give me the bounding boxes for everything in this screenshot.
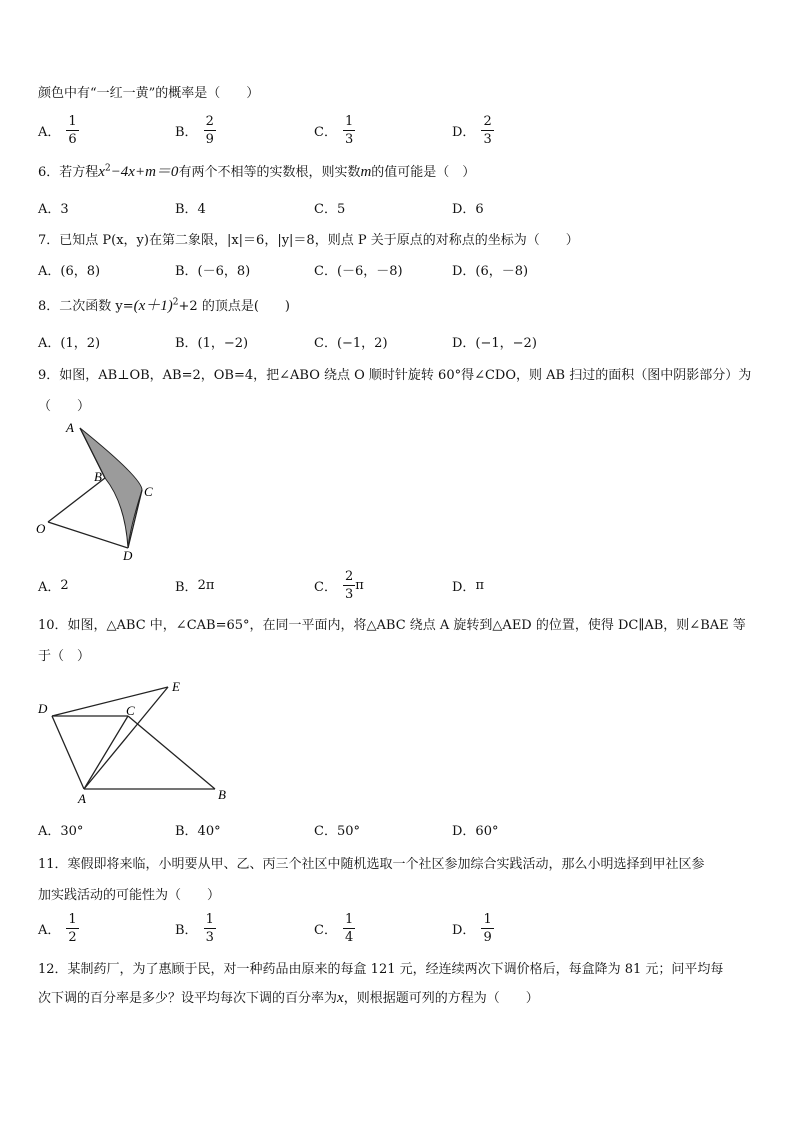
q10-options: [38, 809, 718, 849]
segment-da: [52, 716, 84, 789]
q9-options: [38, 565, 718, 605]
fraction: $\frac{2}{9}$: [205, 113, 214, 147]
q8-stem: 8．二次函数 $y=(x+1)^2+2$ 的顶点是( ): [38, 297, 290, 314]
segment-ob: [48, 478, 105, 522]
q6-option-d[interactable]: D．6: [452, 201, 484, 217]
label-a: A: [66, 420, 74, 435]
label-c: C: [144, 484, 153, 499]
fraction: $\frac{1}{2}$: [68, 911, 77, 945]
q9-stem-line2: （ ）: [38, 399, 91, 414]
q7-option-d[interactable]: D．(6，－8): [452, 263, 529, 279]
segment-od: [48, 522, 128, 548]
q10-stem-line1: 10．如图，△ABC 中，∠CAB=65°，在同一平面内，将△ABC 绕点 A 旋转到△AED 的位置，使得 DC∥AB，则∠BAE 等: [38, 618, 746, 633]
label-c: C: [126, 703, 135, 718]
q11-option-a[interactable]: A． $\frac{1}{2}$: [38, 911, 77, 945]
q6-option-a[interactable]: A．3: [38, 201, 69, 217]
q7-stem: 7．已知点 P(x，y)在第二象限，|x|＝6，|y|＝8，则点 P 关于原点的对称点的坐标为（ ）: [38, 233, 579, 248]
q9-stem-line1: 9．如图，AB⊥OB，AB=2，OB=4，把∠ABO 绕点 O 顺时针旋转 60°得∠CDO，则 AB 扫过的面积（图中阴影部分）为: [38, 368, 752, 383]
q10-option-c[interactable]: C．50°: [314, 823, 360, 839]
q7-options: [38, 249, 718, 289]
segment-cb: [128, 716, 215, 789]
q5-option-d[interactable]: [452, 110, 494, 150]
label-e: E: [172, 679, 180, 694]
q11-option-b[interactable]: B． $\frac{1}{3}$: [175, 911, 214, 945]
q10-option-d[interactable]: D．60°: [452, 823, 499, 839]
q8-options: [38, 321, 718, 361]
label-o: O: [36, 521, 46, 536]
q5-option-b[interactable]: [175, 110, 216, 150]
q8-option-a[interactable]: A．(1，2): [38, 335, 101, 351]
q10-figure: [30, 675, 250, 805]
q8-option-b[interactable]: B．(1，−2): [175, 335, 249, 351]
q6-option-b[interactable]: B．4: [175, 201, 206, 217]
q11-options: [38, 908, 718, 948]
fraction: $\frac{1}{3}$: [344, 113, 354, 147]
option-label: B．: [175, 124, 198, 140]
label-b: B: [218, 787, 226, 802]
q5-option-c[interactable]: [314, 110, 355, 150]
fraction: $\frac{2}{3}$: [483, 113, 492, 147]
q8-option-c[interactable]: C．(−1，2): [314, 335, 388, 351]
q9-option-b[interactable]: B． 2π: [175, 577, 215, 595]
q10-option-b[interactable]: B．40°: [175, 823, 221, 839]
q7-option-a[interactable]: A．(6，8): [38, 263, 101, 279]
q10-option-a[interactable]: A．30°: [38, 823, 84, 839]
q11-option-d[interactable]: D． $\frac{1}{9}$: [452, 911, 492, 945]
fraction: $\frac{1}{9}$: [483, 911, 492, 945]
label-d: D: [38, 701, 48, 716]
q6-option-c[interactable]: C．5: [314, 201, 346, 217]
fraction: $\frac{1}{4}$: [344, 911, 354, 945]
q11-stem-line2: 加实践活动的可能性为（ ）: [38, 888, 221, 903]
option-label: C．: [314, 124, 337, 140]
segment-de: [52, 687, 168, 716]
q6-stem: 6．若方程$x^2-4x+m=0$有两个不相等的实数根，则实数m的值可能是（ ）: [38, 163, 476, 180]
q7-option-b[interactable]: B．(－6，8): [175, 263, 251, 279]
option-label: D．: [452, 124, 476, 140]
fraction: $\frac{2}{3}$: [344, 568, 354, 602]
q12-stem-line2: 次下调的百分率是多少？设平均每次下调的百分率为x，则根据题可列的方程为（ ）: [38, 990, 539, 1006]
q9-option-d[interactable]: D． π: [452, 577, 484, 595]
q9-option-a[interactable]: A． 2: [38, 577, 69, 595]
q5-options: [38, 110, 718, 150]
label-a: A: [78, 791, 86, 805]
q11-stem-line1: 11．寒假即将来临，小明要从甲、乙、丙三个社区中随机选取一个社区参加综合实践活动，那么小明选择到甲社区参: [38, 857, 705, 872]
label-b: B: [94, 469, 102, 484]
q5-stem: 颜色中有“一红一黄”的概率是（ ）: [38, 86, 260, 101]
q9-option-c[interactable]: C． $\frac{2}{3}$ π: [314, 568, 364, 602]
q7-option-c[interactable]: C．(－6，－8): [314, 263, 403, 279]
fraction: $\frac{1}{3}$: [205, 911, 214, 945]
q10-stem-line2: 于（ ）: [38, 649, 91, 664]
q5-option-a[interactable]: [38, 110, 79, 150]
q6-options: [38, 187, 718, 227]
q9-figure: [30, 418, 190, 568]
q11-option-c[interactable]: C． $\frac{1}{4}$: [314, 911, 354, 945]
fraction: $\frac{1}{6}$: [68, 113, 77, 147]
option-label: A．: [38, 124, 61, 140]
segment-ac: [84, 716, 128, 789]
q8-option-d[interactable]: D．(−1，−2): [452, 335, 537, 351]
q12-stem-line1: 12．某制药厂，为了惠顾于民，对一种药品由原来的每盒 121 元，经连续两次下调价格后，每盒降为 81 元；问平均每: [38, 962, 724, 977]
label-d: D: [123, 548, 133, 563]
